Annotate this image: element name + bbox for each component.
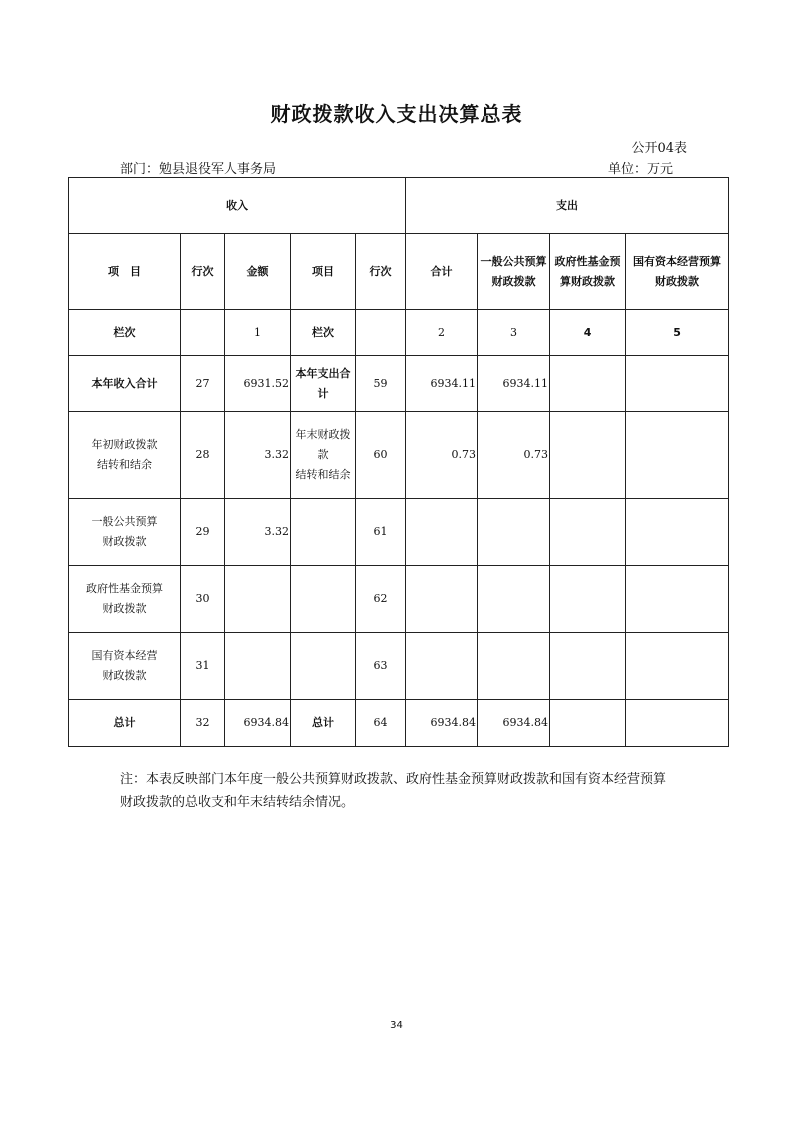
expense-total: [406, 566, 478, 633]
income-item: 年初财政拨款 结转和结余: [69, 412, 181, 499]
column-no: 3: [478, 310, 550, 356]
col-item: 项 目: [69, 234, 181, 310]
income-line: 28: [181, 412, 225, 499]
column-no: 1: [225, 310, 291, 356]
table-row: [69, 566, 729, 633]
department-label: 部门：勉县退役军人事务局: [120, 162, 277, 177]
unit-label: 单位：万元: [607, 162, 673, 177]
expense-line: 59: [356, 356, 406, 412]
expense-line: 60: [356, 412, 406, 499]
income-item: 总计: [69, 700, 181, 747]
expense-item: 本年支出合计: [291, 356, 356, 412]
note-line: 注：本表反映部门本年度一般公共预算财政拨款、政府性基金预算财政拨款和国有资本经营预算: [120, 772, 667, 787]
expense-line: 63: [356, 633, 406, 700]
expense-gov-fund: [550, 412, 626, 499]
form-number: 公开04表: [631, 141, 687, 156]
column-no: 5: [626, 310, 729, 356]
expense-gov-fund: [550, 566, 626, 633]
expense-gov-fund: [550, 633, 626, 700]
income-line: 29: [181, 499, 225, 566]
table-cell: [356, 310, 406, 356]
income-line: 27: [181, 356, 225, 412]
expense-state-capital: [626, 700, 729, 747]
table-cell: [181, 310, 225, 356]
column-no: 2: [406, 310, 478, 356]
col-state-capital: 国有资本经营预算财政拨款: [626, 234, 729, 310]
income-amount: 3.32: [225, 499, 291, 566]
income-item: 本年收入合计: [69, 356, 181, 412]
expense-state-capital: [626, 499, 729, 566]
column-no: 4: [550, 310, 626, 356]
expense-state-capital: [626, 633, 729, 700]
table-row: [69, 499, 729, 566]
col-gov-fund: 政府性基金预算财政拨款: [550, 234, 626, 310]
col-rowno2: 行次: [356, 234, 406, 310]
expense-general: [478, 566, 550, 633]
expense-item: [291, 633, 356, 700]
income-amount: 6931.52: [225, 356, 291, 412]
expense-state-capital: [626, 412, 729, 499]
expense-item: 总计: [291, 700, 356, 747]
expense-total: 6934.84: [406, 700, 478, 747]
expense-general: [478, 499, 550, 566]
table-row: [69, 412, 729, 499]
income-amount: [225, 633, 291, 700]
income-item: 国有资本经营 财政拨款: [69, 633, 181, 700]
income-header: 收入: [69, 178, 406, 234]
income-line: 30: [181, 566, 225, 633]
expense-gov-fund: [550, 700, 626, 747]
income-amount: 3.32: [225, 412, 291, 499]
expense-state-capital: [626, 566, 729, 633]
expense-total: [406, 499, 478, 566]
expense-general: 6934.84: [478, 700, 550, 747]
table-row: [69, 633, 729, 700]
col-amount: 金额: [225, 234, 291, 310]
col-total: 合计: [406, 234, 478, 310]
income-line: 31: [181, 633, 225, 700]
note-line: 财政拨款的总收支和年末结转结余情况。: [120, 795, 355, 810]
col-general: 一般公共预算财政拨款: [478, 234, 550, 310]
column-row-label2: 栏次: [291, 310, 356, 356]
page-title: 财政拨款收入支出决算总表: [270, 102, 523, 126]
expense-state-capital: [626, 356, 729, 412]
expense-gov-fund: [550, 499, 626, 566]
income-item: 一般公共预算 财政拨款: [69, 499, 181, 566]
expense-line: 61: [356, 499, 406, 566]
expense-item: [291, 566, 356, 633]
expense-general: [478, 633, 550, 700]
expense-total: 0.73: [406, 412, 478, 499]
expense-general: 0.73: [478, 412, 550, 499]
table-row: [69, 700, 729, 747]
expense-item: [291, 499, 356, 566]
expense-total: 6934.11: [406, 356, 478, 412]
col-rowno: 行次: [181, 234, 225, 310]
budget-summary-table: [68, 177, 729, 747]
income-amount: [225, 566, 291, 633]
page-number: 34: [390, 1020, 403, 1031]
expense-item: 年末财政拨 款 结转和结余: [291, 412, 356, 499]
expense-line: 64: [356, 700, 406, 747]
expense-line: 62: [356, 566, 406, 633]
table-row: [69, 356, 729, 412]
expense-total: [406, 633, 478, 700]
income-amount: 6934.84: [225, 700, 291, 747]
expense-general: 6934.11: [478, 356, 550, 412]
expense-header: 支出: [406, 178, 729, 234]
column-row-label: 栏次: [69, 310, 181, 356]
income-item: 政府性基金预算 财政拨款: [69, 566, 181, 633]
expense-gov-fund: [550, 356, 626, 412]
table-note: [120, 768, 700, 814]
col-item2: 项目: [291, 234, 356, 310]
income-line: 32: [181, 700, 225, 747]
